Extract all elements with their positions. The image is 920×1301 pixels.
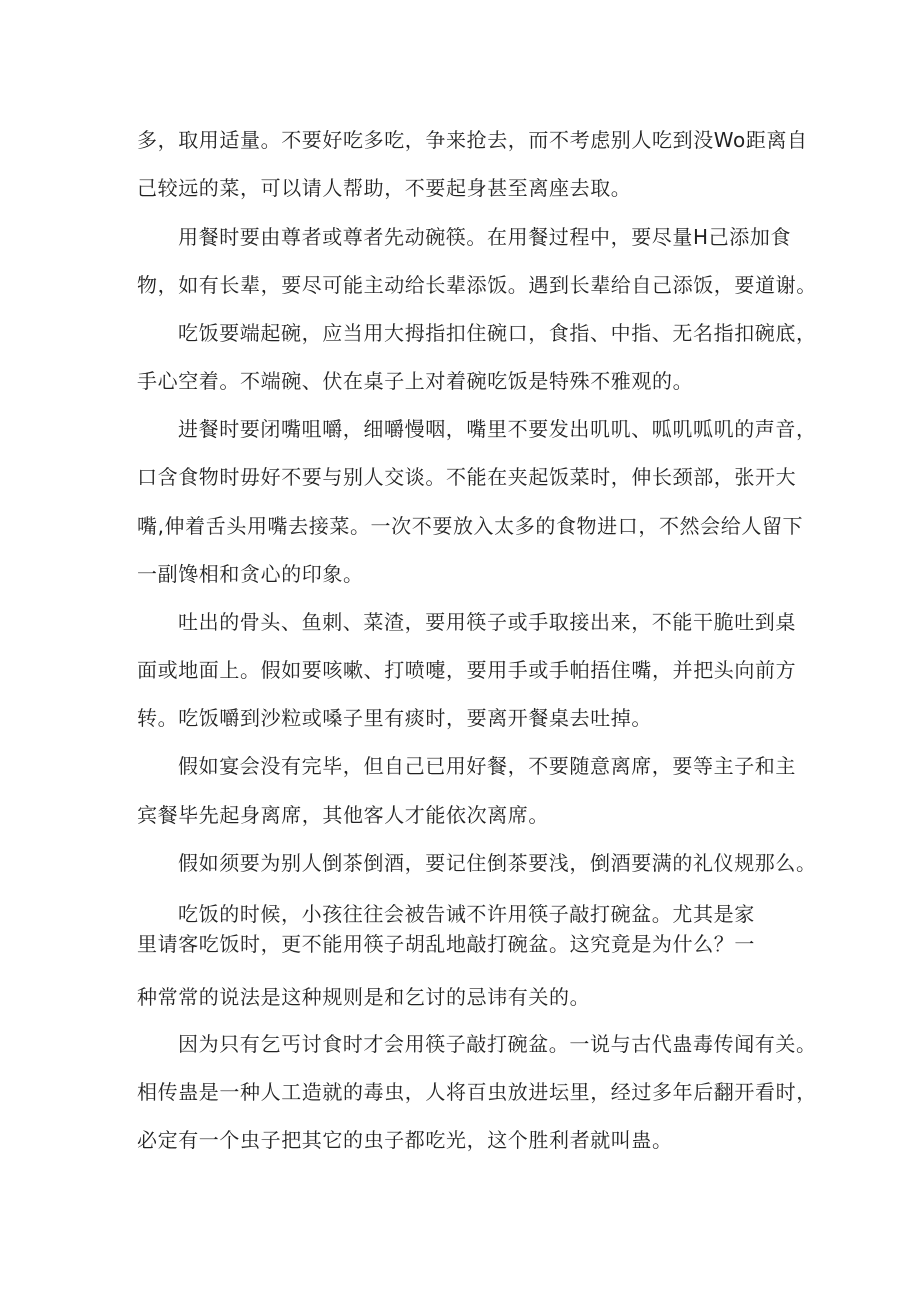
text-line: 用餐时要由尊者或尊者先动碗筷。在用餐过程中，要尽量H己添加食 <box>178 225 792 249</box>
text-line: 口含食物时毋好不要与别人交谈。不能在夹起饭菜时，伸长颈部，张开大 <box>137 465 797 489</box>
text-line: 手心空着。不端碗、伏在桌子上对着碗吃饭是特殊不雅观的。 <box>137 369 694 393</box>
text-line: 进餐时要闭嘴咀嚼，细嚼慢咽，嘴里不要发出叽叽、呱叽呱叽的声音， <box>178 417 817 441</box>
text-line: 嘴,伸着舌头用嘴去接菜。一次不要放入太多的食物进口，不然会给人留下 <box>137 514 804 538</box>
text-line: 一副馋相和贪心的印象。 <box>137 562 364 586</box>
text-line: 物，如有长辈，要尽可能主动给长辈添饭。遇到长辈给自己添饭，要道谢。 <box>137 273 817 297</box>
text-line: 己较远的菜，可以请人帮助，不要起身甚至离座去取。 <box>137 176 632 200</box>
text-line: 必定有一个虫子把其它的虫子都吃光，这个胜利者就叫蛊。 <box>137 1128 673 1152</box>
text-line: 相传蛊是一种人工造就的毒虫，人将百虫放进坛里，经过多年后翻开看时， <box>137 1080 817 1104</box>
text-line: 假如须要为别人倒茶倒酒，要记住倒茶要浅，倒酒要满的礼仪规那么。 <box>178 851 817 875</box>
text-line: 里请客吃饭时，更不能用筷子胡乱地敲打碗盆。这究竟是为什么？一 <box>137 932 755 956</box>
text-line: 因为只有乞丐讨食时才会用筷子敲打碗盆。一说与古代蛊毒传闻有关。 <box>178 1032 817 1056</box>
text-line: 吃饭的时候，小孩往往会被告诫不许用筷子敲打碗盆。尤其是家 <box>178 902 755 926</box>
text-line: 宾餐毕先起身离席，其他客人才能依次离席。 <box>137 803 549 827</box>
text-line: 吐出的骨头、鱼刺、菜渣，要用筷子或手取接出来，不能干脆吐到桌 <box>178 610 796 634</box>
text-line: 吃饭要端起碗，应当用大拇指扣住碗口，食指、中指、无名指扣碗底， <box>178 321 817 345</box>
text-line: 转。吃饭嚼到沙粒或嗓子里有痰时，要离开餐桌去吐掉。 <box>137 706 652 730</box>
text-line: 假如宴会没有完毕，但自己已用好餐，不要随意离席，要等主子和主 <box>178 754 796 778</box>
text-line: 面或地面上。假如要咳嗽、打喷嚏，要用手或手帕捂住嘴，并把头向前方 <box>137 658 797 682</box>
text-line: 多，取用适量。不要好吃多吃，争来抢去，而不考虑别人吃到没Wo距离自 <box>137 128 808 152</box>
text-line: 种常常的说法是这种规则是和乞讨的忌讳有关的。 <box>137 985 591 1009</box>
